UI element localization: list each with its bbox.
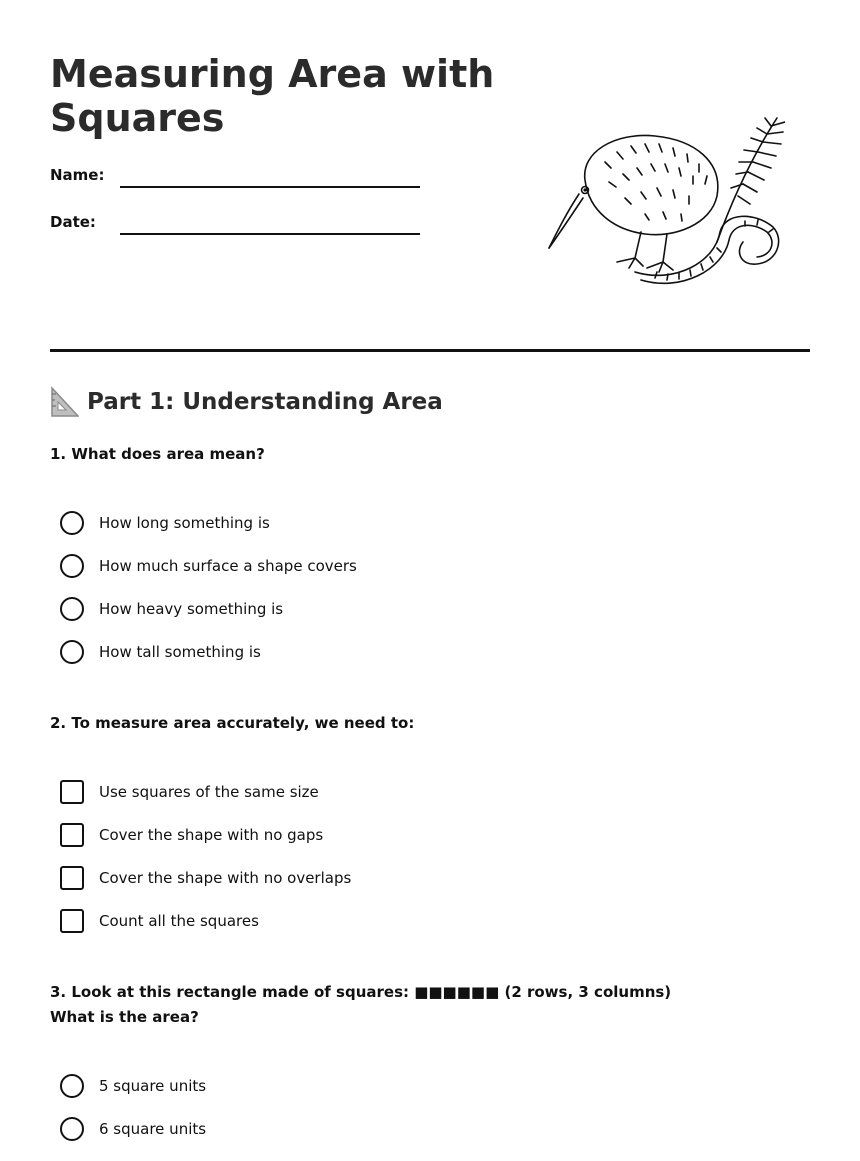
checkbox[interactable] [60,823,84,847]
checkbox[interactable] [60,909,84,933]
q1-option-2[interactable] [60,554,357,578]
radio-button[interactable] [60,640,84,664]
radio-button[interactable] [60,511,84,535]
name-field-line[interactable] [120,186,420,188]
worksheet-title: Measuring Area with Squares [50,52,495,140]
date-label: Date: [50,213,96,231]
part1-header [50,386,443,418]
date-field-line[interactable] [120,233,420,235]
part1-title: Part 1: Understanding Area [87,389,443,415]
radio-button[interactable] [60,554,84,578]
q3-option-2[interactable] [60,1117,206,1141]
radio-button[interactable] [60,1074,84,1098]
question-3 [50,980,750,1030]
option-label: 5 square units [99,1077,207,1095]
question-1: 1. What does area mean? [50,445,265,463]
checkbox[interactable] [60,780,84,804]
q2-option-1[interactable] [60,780,319,804]
option-label: Cover the shape with no gaps [99,826,324,844]
q2-option-2[interactable] [60,823,323,847]
checkbox[interactable] [60,866,84,890]
option-label: How long something is [99,514,270,532]
radio-button[interactable] [60,597,84,621]
option-label: 6 square units [99,1120,207,1138]
option-label: Use squares of the same size [99,783,319,801]
q3-option-1[interactable] [60,1074,206,1098]
question-3-line-1: 3. Look at this rectangle made of squares: ■■■■■■ (2 rows, 3 columns) [50,983,672,1001]
option-label: How heavy something is [99,600,284,618]
q2-option-4[interactable] [60,909,259,933]
option-label: How much surface a shape covers [99,557,357,575]
radio-button[interactable] [60,1117,84,1141]
q1-option-4[interactable] [60,640,261,664]
option-label: Cover the shape with no overlaps [99,869,352,887]
option-label: How tall something is [99,643,261,661]
question-2: 2. To measure area accurately, we need to: [50,714,415,732]
q2-option-3[interactable] [60,866,351,890]
header-divider [50,349,810,352]
set-square-icon [50,386,79,418]
question-3-line-2: What is the area? [50,1008,199,1026]
q1-option-1[interactable] [60,511,270,535]
q1-option-3[interactable] [60,597,283,621]
kiwi-illustration [545,112,785,292]
option-label: Count all the squares [99,912,259,930]
name-label: Name: [50,166,105,184]
